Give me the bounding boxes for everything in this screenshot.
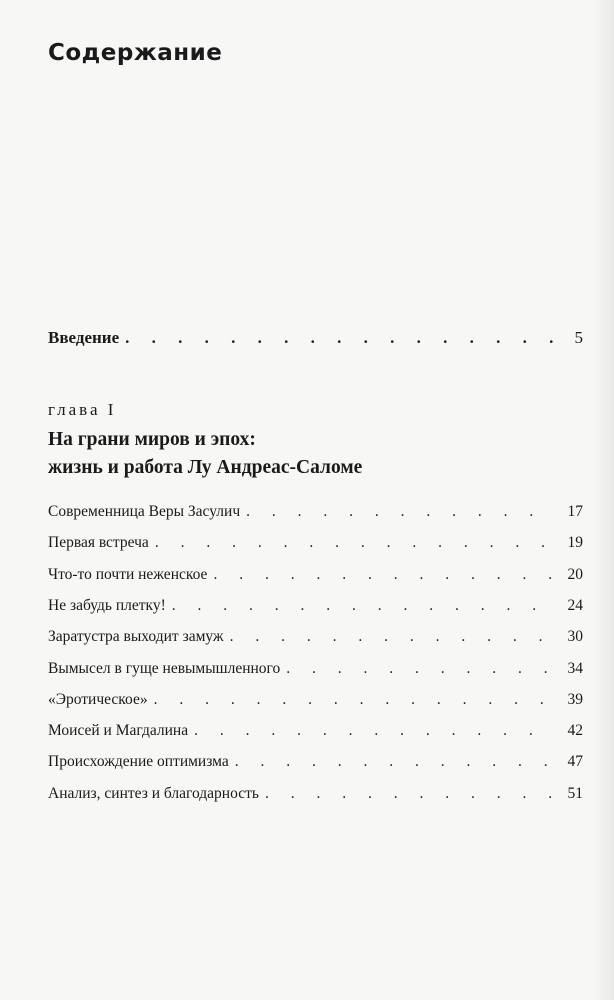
- leader-dots: [235, 753, 555, 771]
- leader-dots: [230, 628, 555, 646]
- toc-entry: [48, 503, 583, 521]
- leader-dots: [194, 722, 555, 740]
- toc-entry-label: Происхождение оптимизма: [48, 753, 229, 771]
- toc-entry: [48, 628, 583, 646]
- toc-entry-page: 5: [574, 328, 583, 347]
- toc-entry-label: Первая встреча: [48, 534, 149, 552]
- toc-entry-page: 20: [567, 565, 583, 583]
- leader-dots: [265, 785, 555, 803]
- toc-entry-label: Современница Веры Засулич: [48, 503, 241, 520]
- toc-entry: [48, 597, 583, 615]
- toc-entry-label: Введение: [48, 328, 120, 347]
- toc-entry-label: Не забудь плетку!: [48, 596, 166, 614]
- toc-entry-label: «Эротическое»: [48, 690, 148, 708]
- leader-dots: [213, 566, 555, 584]
- toc-entry: [48, 722, 583, 740]
- toc-entry-page: 30: [567, 628, 583, 646]
- toc-entry-label: Анализ, синтез и благодарность: [48, 784, 259, 802]
- toc-entry: [48, 785, 583, 803]
- toc-entry: [48, 753, 583, 771]
- toc-entry: [48, 566, 583, 584]
- chapter-label: глава I: [48, 400, 117, 419]
- chapter-title-line: На грани миров и эпох:: [48, 429, 256, 450]
- leader-dots: [286, 660, 555, 678]
- toc-entry-page: 51: [567, 784, 583, 802]
- chapter-title: [48, 426, 362, 482]
- leader-dots: [125, 328, 555, 348]
- toc-entry-label: Что-то почти неженское: [48, 565, 208, 583]
- toc-entry-page: 47: [567, 753, 583, 771]
- toc-entry: [48, 660, 583, 678]
- leader-dots: [155, 534, 555, 552]
- leader-dots: [246, 503, 555, 521]
- toc-entry: [48, 534, 583, 552]
- toc-entry-page: 24: [567, 596, 583, 614]
- toc-entry-page: 34: [567, 659, 583, 677]
- toc-entry-label: Моисей и Магдалина: [48, 722, 189, 740]
- chapter-title-line: жизнь и работа Лу Андреас-Саломе: [48, 457, 363, 478]
- toc-entry-page: 17: [567, 503, 583, 520]
- toc-entry: [48, 691, 583, 709]
- toc-entry-label: Заратустра выходит замуж: [48, 628, 224, 646]
- toc-entry-page: 19: [567, 534, 583, 552]
- page-title: Содержание: [48, 40, 223, 66]
- toc-entry-label: Вымысел в гуще невымышленного: [48, 659, 281, 677]
- leader-dots: [154, 691, 555, 709]
- leader-dots: [172, 597, 555, 615]
- toc-entry-page: 42: [567, 722, 583, 740]
- toc-entry-page: 39: [567, 690, 583, 708]
- page-edge-shadow: [594, 0, 614, 1000]
- toc-entry-introduction: [48, 328, 583, 348]
